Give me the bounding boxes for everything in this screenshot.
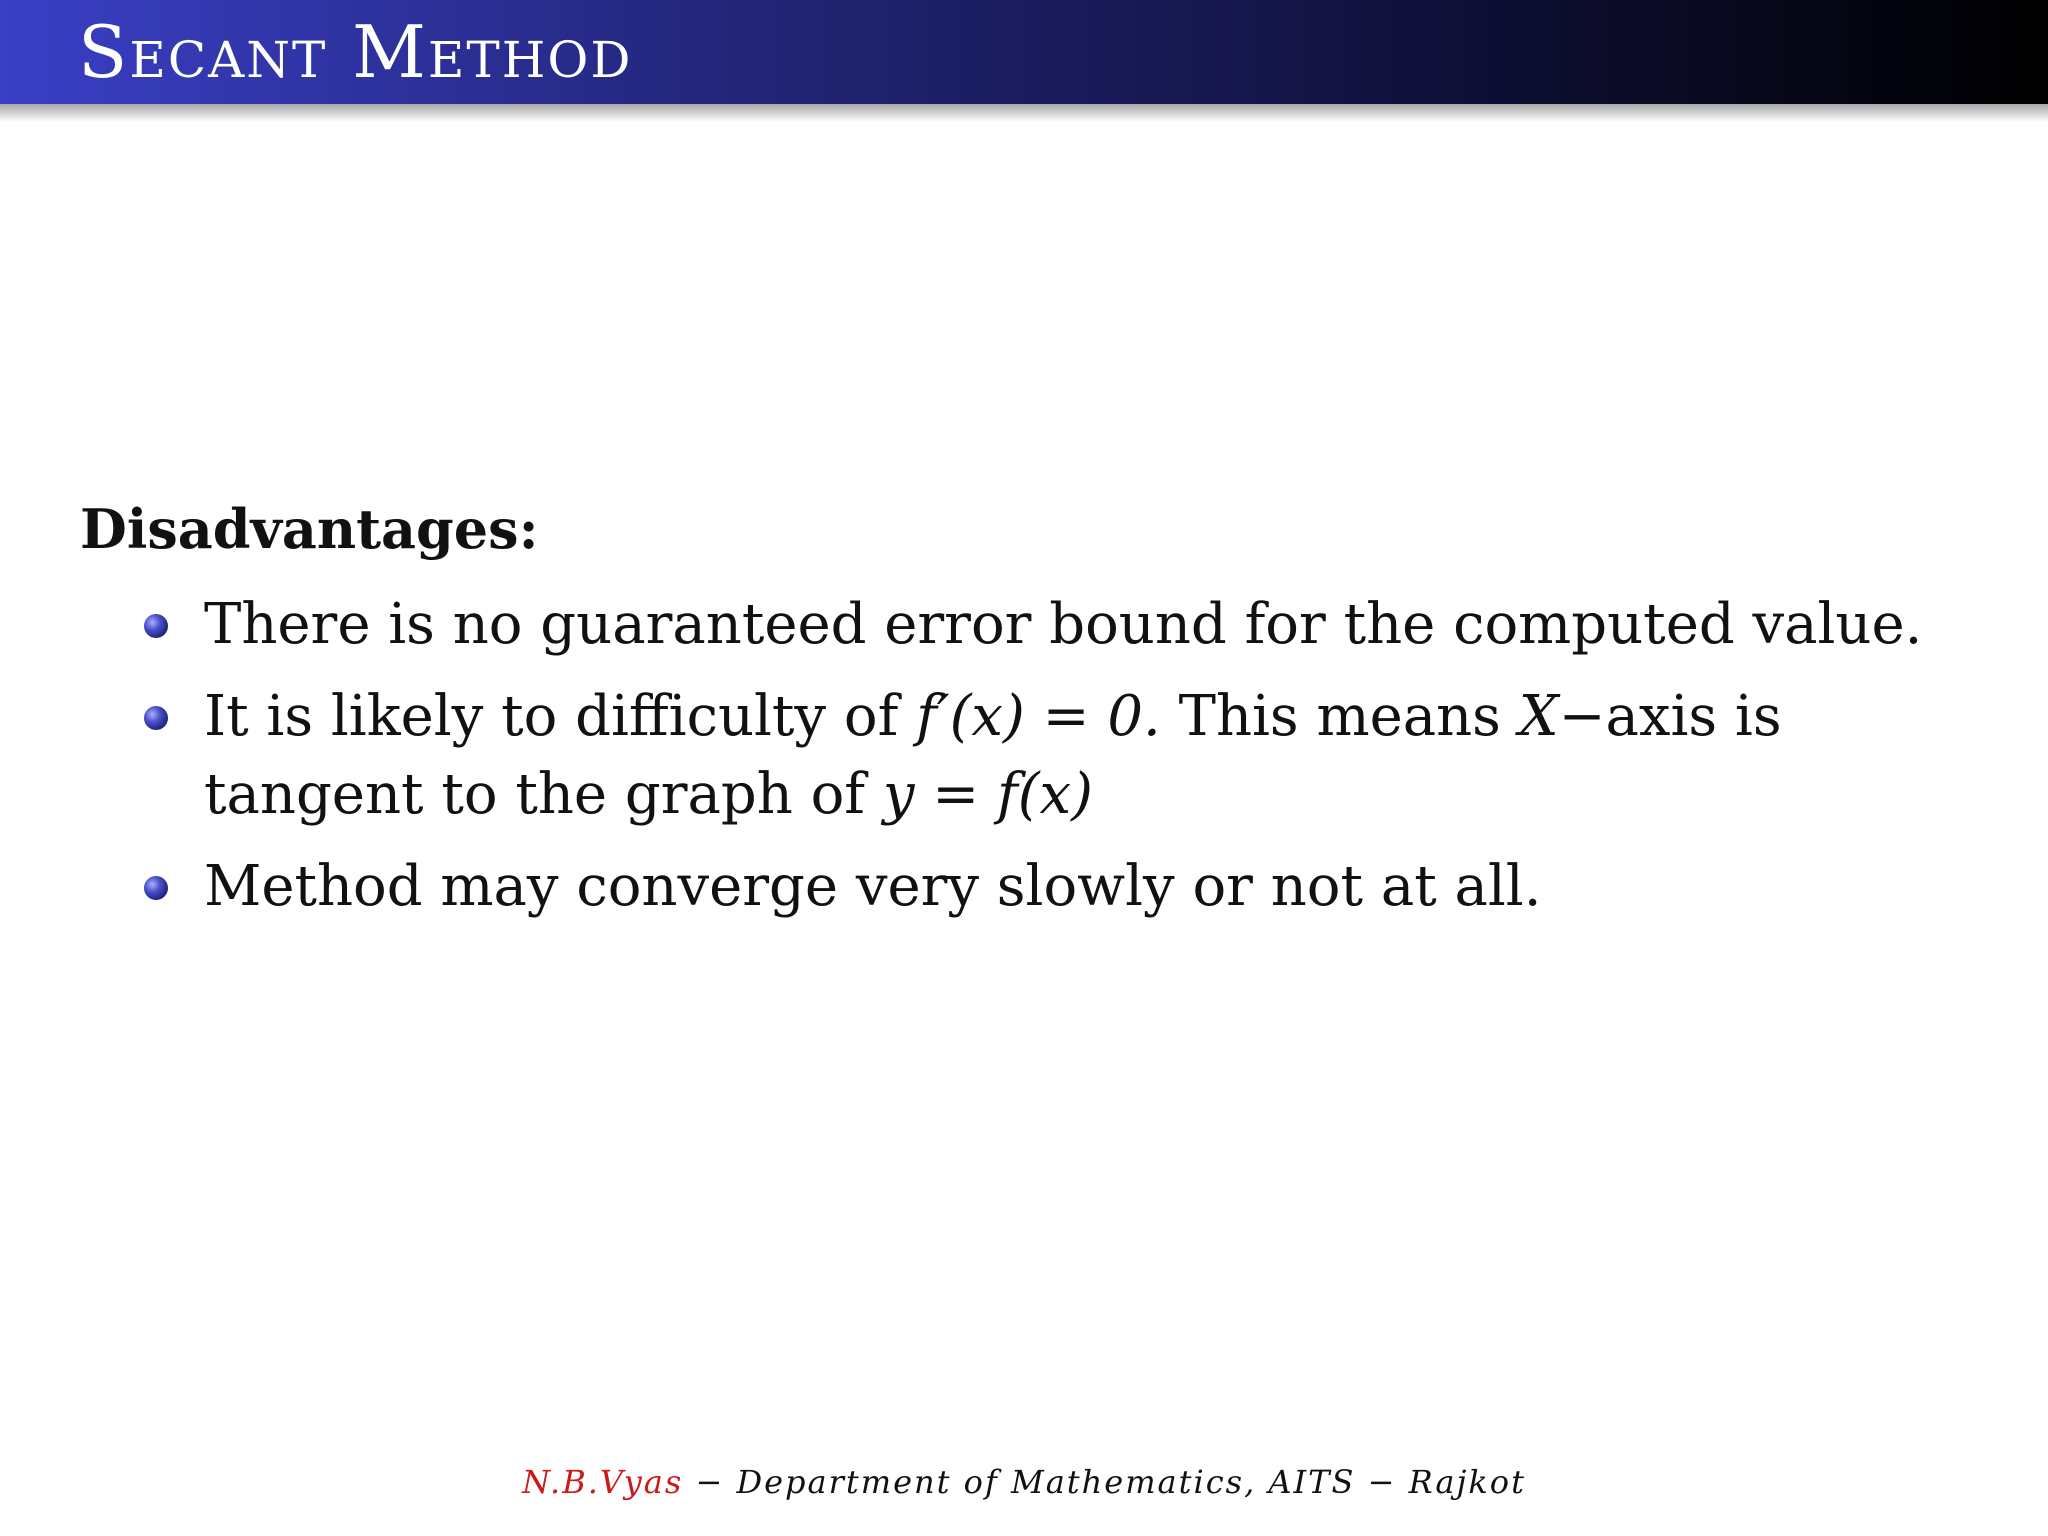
footer-city: Rajkot — [1408, 1463, 1526, 1501]
slide-title: Secant Method — [78, 10, 633, 94]
bullet-icon — [144, 876, 168, 900]
section-heading: Disadvantages: — [80, 497, 539, 561]
bullet-item-convergence — [140, 848, 2000, 926]
bullet-text-part: It is likely to difficulty of — [204, 684, 917, 749]
bullet-text-part: −axis is tangent to the graph of — [204, 684, 1782, 827]
bullet-item-derivative-zero — [140, 678, 2000, 834]
bullet-text: There is no guaranteed error bound for the computed value. — [204, 592, 1923, 657]
math-x-variable: X — [1518, 684, 1559, 749]
bullet-text-part: This means — [1160, 684, 1519, 749]
bullet-icon — [144, 614, 168, 638]
title-bar-shadow — [0, 104, 2048, 122]
math-function-expression: y = f(x) — [882, 762, 1093, 827]
bullet-text: Method may converge very slowly or not at all. — [204, 854, 1542, 919]
math-derivative-expression: f′(x) = 0. — [916, 684, 1161, 749]
bullet-item-error-bound — [140, 586, 2000, 664]
footer-separator: − — [1355, 1463, 1409, 1501]
title-bar — [0, 0, 2048, 104]
footer-separator: − — [683, 1463, 737, 1501]
bullet-icon — [144, 706, 168, 730]
footer-department: Department of Mathematics, AITS — [736, 1463, 1356, 1501]
footer-author: N.B.Vyas — [522, 1463, 684, 1501]
bullet-list — [140, 586, 2000, 940]
footer — [0, 1462, 2048, 1502]
